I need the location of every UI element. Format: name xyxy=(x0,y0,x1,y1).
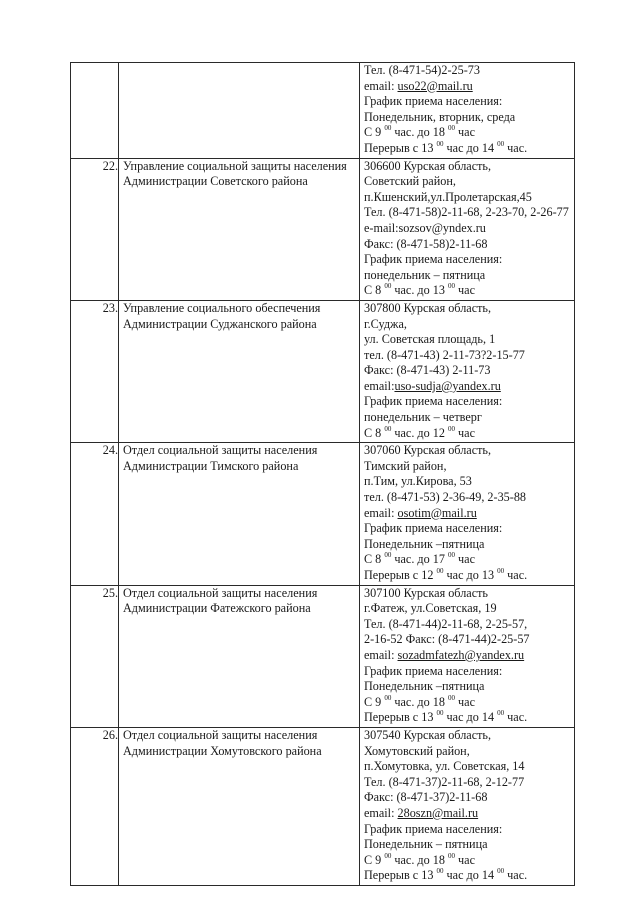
hours-text: час xyxy=(455,283,475,298)
contact-line: понедельник – пятница xyxy=(364,267,486,282)
contact-line: Тел. (8-471-58)2-11-68, 2-23-70, 2-26-77 e-mail:sozsov@yndex.ru xyxy=(364,205,569,235)
table-row xyxy=(71,585,575,727)
hours-text: час до 14 xyxy=(443,868,498,883)
table-row xyxy=(71,158,575,300)
email-label: email: xyxy=(364,805,398,820)
contact-line: График приема населения: xyxy=(364,521,503,536)
offices-table xyxy=(70,62,575,886)
contact-info-cell xyxy=(360,300,575,442)
hours-text: час. xyxy=(504,568,528,582)
minutes-superscript: 00 xyxy=(436,567,444,575)
row-number: 23. xyxy=(71,300,119,442)
minutes-superscript: 00 xyxy=(448,851,455,860)
minutes-superscript: 00 xyxy=(497,709,505,718)
minutes-superscript: 00 xyxy=(384,124,392,133)
contact-line: Понедельник –пятница xyxy=(364,679,485,694)
organization-name: Управление социального обеспечения Администрации Суджанского района xyxy=(119,300,360,442)
contact-line: 306600 Курская область, xyxy=(364,158,492,173)
minutes-superscript: 00 xyxy=(436,709,444,718)
reception-hours-line xyxy=(364,283,574,299)
reception-hours-line xyxy=(364,125,574,141)
contact-line: п.Тим, ул.Кирова, 53 xyxy=(364,474,472,489)
contact-line: Тел. (8-471-37)2-11-68, 2-12-77 xyxy=(364,774,525,789)
contact-line: 2-16-52 Факс: (8-471-44)2-25-57 xyxy=(364,632,530,647)
minutes-superscript: 00 xyxy=(384,851,392,860)
reception-hours-line xyxy=(364,695,574,711)
minutes-superscript: 00 xyxy=(497,867,505,876)
contact-line: Факс: (8-471-43) 2-11-73 xyxy=(364,363,491,378)
reception-hours-line xyxy=(364,568,574,584)
contact-line: п.Хомутовка, ул. Советская, 14 xyxy=(364,759,525,774)
hours-text: С 8 xyxy=(364,552,385,567)
contact-line: Хомутовский район, xyxy=(364,743,470,758)
contact-line: График приема населения: xyxy=(364,394,503,409)
hours-text: час xyxy=(455,694,475,709)
hours-text: час xyxy=(455,425,475,440)
contact-line: Тел. (8-471-54)2-25-73 xyxy=(364,63,480,77)
contact-line: Факс: (8-471-58)2-11-68 xyxy=(364,236,488,251)
offices-table-body xyxy=(71,63,575,886)
table-row xyxy=(71,443,575,585)
organization-name: Управление социальной защиты населения Администрации Советского района xyxy=(119,158,360,300)
email-line xyxy=(364,648,574,664)
email-link[interactable]: uso22@mail.ru xyxy=(397,78,473,93)
row-number: 22. xyxy=(71,158,119,300)
minutes-superscript: 00 xyxy=(384,693,392,702)
hours-text: час. xyxy=(504,868,528,883)
row-number: 25. xyxy=(71,585,119,727)
contact-line: 307540 Курская область, xyxy=(364,727,492,742)
email-link[interactable]: osotim@mail.ru xyxy=(397,505,477,520)
contact-line: Понедельник –пятница xyxy=(364,536,485,551)
hours-text: час xyxy=(455,125,475,140)
contact-info-cell xyxy=(360,158,575,300)
email-line xyxy=(364,806,574,822)
hours-text: С 9 xyxy=(364,694,385,709)
contact-line: г.Фатеж, ул.Советская, 19 xyxy=(364,601,497,616)
reception-hours-line xyxy=(364,710,574,726)
contact-info-cell xyxy=(360,443,575,585)
minutes-superscript: 00 xyxy=(448,693,455,702)
contact-line: г.Суджа, xyxy=(364,316,407,331)
reception-hours-line xyxy=(364,868,574,884)
contact-line: График приема населения: xyxy=(364,252,503,267)
organization-name: Отдел социальной защиты населения Администрации Фатежского района xyxy=(119,585,360,727)
minutes-superscript: 00 xyxy=(436,139,444,148)
email-link[interactable]: 28oszn@mail.ru xyxy=(397,805,479,820)
reception-hours-line xyxy=(364,141,574,157)
minutes-superscript: 00 xyxy=(384,424,392,433)
contact-info-cell xyxy=(360,585,575,727)
hours-text: час xyxy=(455,852,475,867)
contact-line: тел. (8-471-43) 2-11-73?2-15-77 xyxy=(364,347,525,362)
organization-name: Отдел социальной защиты населения Администрации Тимского района xyxy=(119,443,360,585)
email-line xyxy=(364,79,574,95)
organization-name: Отдел социальной защиты населения Администрации Хомутовского района xyxy=(119,727,360,885)
hours-text: Перерыв с 12 xyxy=(364,568,437,582)
hours-text: С 8 xyxy=(364,425,385,440)
contact-line: График приема населения: xyxy=(364,94,503,109)
contact-line: 307100 Курская область xyxy=(364,585,488,600)
contact-line: Советский район, xyxy=(364,174,456,189)
minutes-superscript: 00 xyxy=(448,551,455,560)
contact-line: 307800 Курская область, xyxy=(364,300,492,315)
contact-line: 307060 Курская область, xyxy=(364,443,492,458)
minutes-superscript: 00 xyxy=(497,567,505,575)
contact-line: тел. (8-471-53) 2-36-49, 2-35-88 xyxy=(364,490,527,505)
minutes-superscript: 00 xyxy=(384,551,392,560)
contact-line: Понедельник – пятница xyxy=(364,837,488,852)
contact-line: ул. Советская площадь, 1 xyxy=(364,332,496,347)
hours-text: час. до 17 xyxy=(391,552,448,567)
reception-hours-line xyxy=(364,552,574,568)
hours-text: час до 14 xyxy=(443,140,498,155)
organization-name xyxy=(119,63,360,159)
contact-line: Факс: (8-471-37)2-11-68 xyxy=(364,790,488,805)
row-number: 26. xyxy=(71,727,119,885)
contact-line: Тимский район, xyxy=(364,458,447,473)
email-label: email: xyxy=(364,378,395,393)
table-row xyxy=(71,63,575,159)
hours-text: час до 14 xyxy=(443,710,498,725)
hours-text: Перерыв с 13 xyxy=(364,868,437,883)
contact-line: п.Кшенский,ул.Пролетарская,45 xyxy=(364,189,532,204)
hours-text: час. до 13 xyxy=(391,283,448,298)
table-row xyxy=(71,300,575,442)
hours-text: час xyxy=(455,552,475,567)
email-line xyxy=(364,379,574,395)
email-label: email: xyxy=(364,505,398,520)
hours-text: час. xyxy=(504,710,528,725)
contact-line: Понедельник, вторник, среда xyxy=(364,109,516,124)
hours-text: час. до 18 xyxy=(391,852,448,867)
minutes-superscript: 00 xyxy=(448,424,455,433)
row-number: 24. xyxy=(71,443,119,585)
contact-info-cell xyxy=(360,727,575,885)
email-label: email: xyxy=(364,647,398,662)
row-number xyxy=(71,63,119,159)
contact-line: Тел. (8-471-44)2-11-68, 2-25-57, xyxy=(364,616,528,631)
hours-text: час. до 18 xyxy=(391,694,448,709)
minutes-superscript: 00 xyxy=(448,282,455,291)
email-label: email: xyxy=(364,78,398,93)
reception-hours-line xyxy=(364,853,574,869)
minutes-superscript: 00 xyxy=(497,139,505,148)
hours-text: час до 13 xyxy=(443,568,498,582)
email-line xyxy=(364,506,574,522)
contact-info-cell xyxy=(360,63,575,159)
hours-text: Перерыв с 13 xyxy=(364,140,437,155)
hours-text: С 9 xyxy=(364,852,385,867)
hours-text: час. до 12 xyxy=(391,425,448,440)
minutes-superscript: 00 xyxy=(384,282,392,291)
email-link[interactable]: sozadmfatezh@yandex.ru xyxy=(397,647,525,662)
table-row xyxy=(71,727,575,885)
contact-line: График приема населения: xyxy=(364,663,503,678)
hours-text: Перерыв с 13 xyxy=(364,710,437,725)
reception-hours-line xyxy=(364,426,574,442)
minutes-superscript: 00 xyxy=(436,867,444,876)
hours-text: С 8 xyxy=(364,283,385,298)
hours-text: С 9 xyxy=(364,125,385,140)
contact-line: График приема населения: xyxy=(364,821,503,836)
contact-line: понедельник – четверг xyxy=(364,410,482,425)
hours-text: час. до 18 xyxy=(391,125,448,140)
email-link[interactable]: uso-sudja@yandex.ru xyxy=(394,378,501,393)
hours-text: час. xyxy=(504,140,528,155)
minutes-superscript: 00 xyxy=(448,124,455,133)
